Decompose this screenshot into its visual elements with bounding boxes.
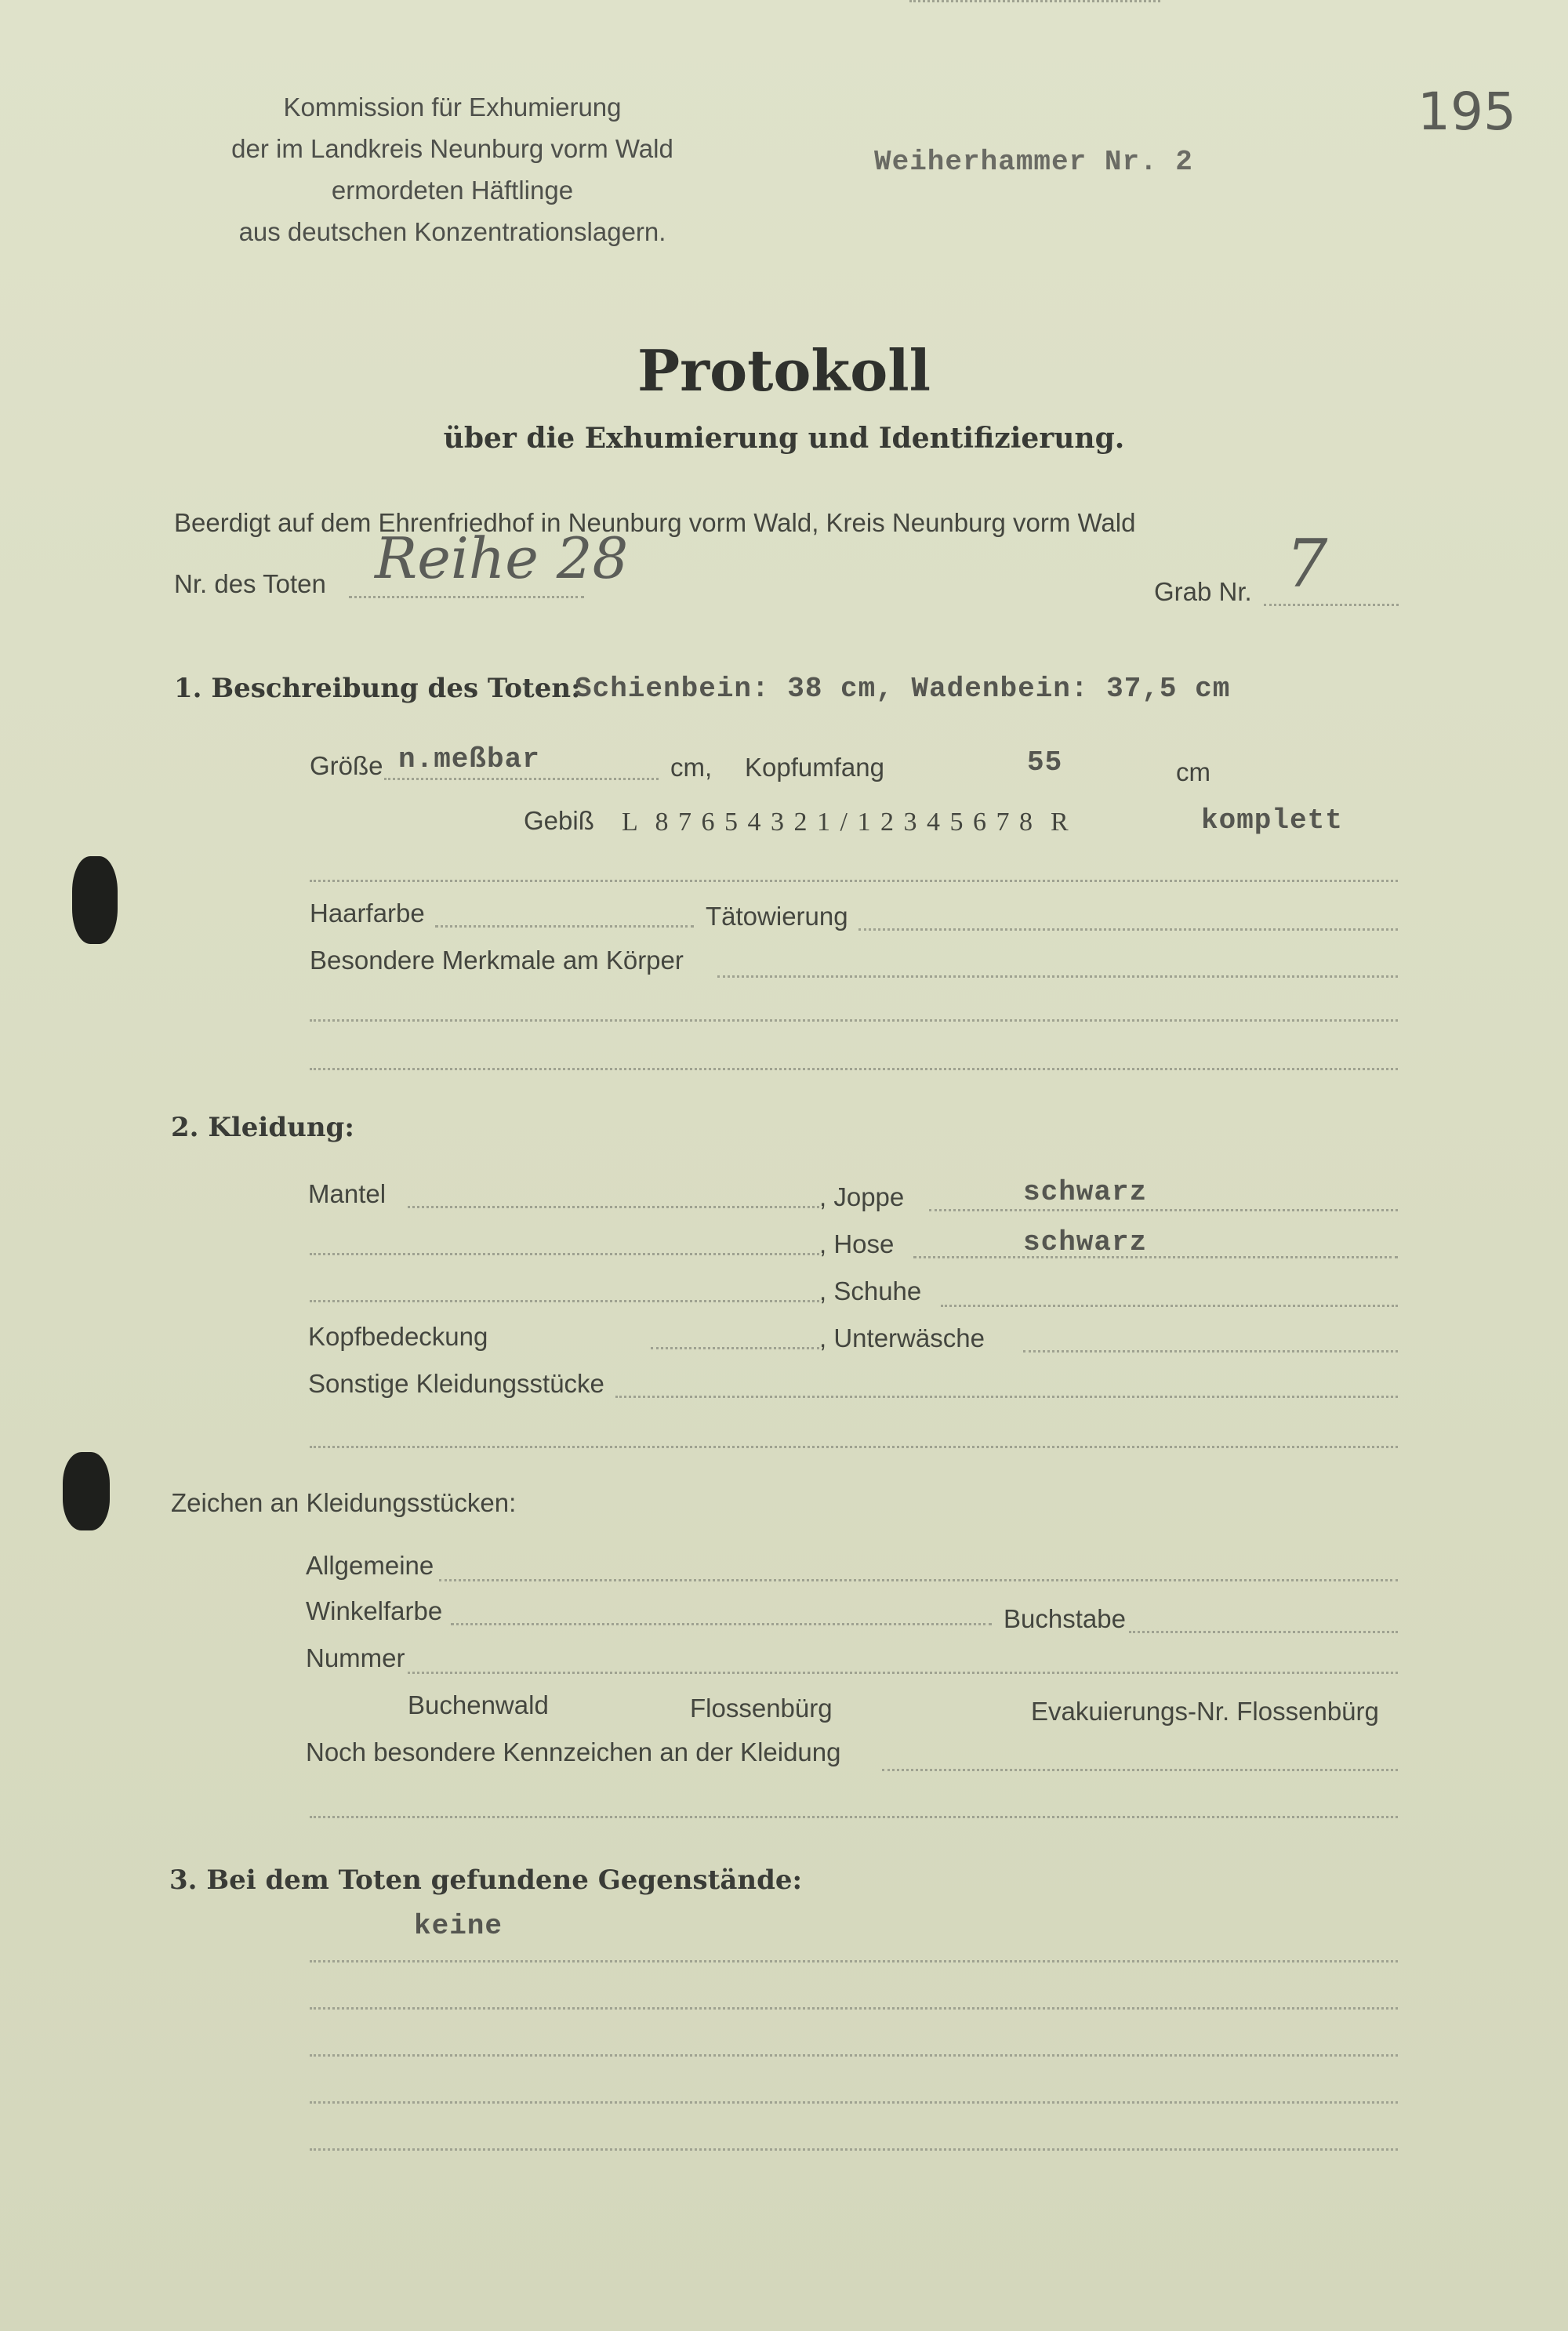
size-value: n.meßbar	[398, 743, 540, 775]
hair-color-dotline	[435, 925, 694, 928]
page-subtitle: über die Exhumierung und Identifizierung.	[443, 422, 1125, 455]
grave-number-value: 7	[1286, 525, 1328, 602]
commission-line-1: Kommission für Exhumierung	[283, 93, 622, 122]
letter-dotline	[1129, 1631, 1398, 1633]
col-flossenburg: Flossenbürg	[690, 1694, 833, 1723]
punch-hole-mark-bottom	[63, 1452, 110, 1530]
body-marks-label: Besondere Merkmale am Körper	[310, 946, 684, 975]
signs-heading: Zeichen an Kleidungsstücken:	[171, 1488, 517, 1517]
items-dotline-2	[310, 2007, 1398, 2010]
burial-line: Beerdigt auf dem Ehrenfriedhof in Neunburg vorm Wald, Kreis Neunburg vorm Wald	[174, 508, 1136, 537]
teeth-chart: L 8 7 6 5 4 3 2 1 / 1 2 3 4 5 6 7 8 R	[622, 808, 1070, 837]
headwear-label: Kopfbedeckung	[308, 1322, 488, 1351]
dead-number-label: Nr. des Toten	[174, 569, 326, 598]
grave-number-label: Grab Nr.	[1154, 577, 1252, 606]
underwear-dotline	[1023, 1350, 1398, 1352]
size-dotline	[384, 778, 659, 780]
teeth-value: komplett	[1201, 804, 1343, 837]
body-marks-dotline	[717, 975, 1398, 978]
headwear-dotline	[651, 1347, 819, 1349]
coat-dotline	[408, 1206, 819, 1208]
special-signs-dotline	[882, 1769, 1398, 1771]
trousers-value: schwarz	[1023, 1226, 1148, 1258]
grave-number-dotline	[1264, 604, 1399, 606]
page-title: Protokoll	[637, 337, 931, 404]
items-dotline-5	[310, 2148, 1398, 2151]
signs-blank-dotline	[310, 1816, 1398, 1818]
head-circumference-label: Kopfumfang	[745, 753, 884, 782]
clothing-blank-dotline	[310, 1253, 819, 1255]
triangle-color-dotline	[451, 1623, 992, 1625]
trousers-label: , Hose	[819, 1229, 895, 1258]
size-label: Größe	[310, 751, 383, 780]
head-circumference-value: 55	[1027, 746, 1063, 779]
number-label: Nummer	[306, 1643, 405, 1672]
head-circumference-unit: cm	[1176, 757, 1210, 786]
tattoo-label: Tätowierung	[706, 902, 848, 931]
col-buchenwald: Buchenwald	[408, 1690, 549, 1719]
teeth-label: Gebiß	[524, 806, 594, 835]
section2-heading: 2. Kleidung:	[171, 1112, 354, 1143]
hair-color-label: Haarfarbe	[310, 899, 425, 928]
blank-line-1	[310, 880, 1398, 882]
underwear-label: , Unterwäsche	[819, 1323, 985, 1352]
clothing-blank-dotline-2	[310, 1300, 819, 1302]
size-unit: cm,	[670, 753, 713, 782]
col-evacuation: Evakuierungs-Nr. Flossenbürg	[1031, 1697, 1379, 1726]
letter-label: Buchstabe	[1004, 1604, 1126, 1633]
triangle-color-label: Winkelfarbe	[306, 1596, 443, 1625]
jacket-label: , Joppe	[819, 1182, 905, 1211]
blank-line-3	[310, 1068, 1398, 1070]
head-circumference-dotline	[909, 0, 1160, 2]
items-dotline-3	[310, 2054, 1398, 2057]
section1-description: Schienbein: 38 cm, Wadenbein: 37,5 cm	[575, 673, 1231, 705]
trousers-dotline	[913, 1256, 1398, 1258]
clothing-blank-dotline-3	[310, 1446, 1398, 1448]
section3-value: keine	[414, 1910, 503, 1942]
shoes-dotline	[941, 1305, 1398, 1307]
section1-heading: 1. Beschreibung des Toten:	[174, 673, 581, 704]
commission-line-3: ermordeten Häftlinge	[331, 176, 574, 205]
punch-hole-mark-top	[72, 856, 118, 944]
number-dotline	[408, 1672, 1398, 1674]
shoes-label: , Schuhe	[819, 1276, 922, 1305]
dead-number-dotline	[349, 596, 584, 598]
section3-heading: 3. Bei dem Toten gefundene Gegenstände:	[169, 1864, 803, 1896]
other-clothing-label: Sonstige Kleidungsstücke	[308, 1369, 604, 1398]
other-clothing-dotline	[615, 1396, 1398, 1398]
jacket-value: schwarz	[1023, 1176, 1148, 1208]
commission-line-4: aus deutschen Konzentrationslagern.	[238, 217, 666, 246]
general-label: Allgemeine	[306, 1551, 434, 1580]
location-stamp: Weiherhammer Nr. 2	[874, 146, 1193, 178]
general-dotline	[439, 1579, 1398, 1581]
dead-number-value: Reihe 28	[375, 525, 629, 591]
commission-line-2: der im Landkreis Neunburg vorm Wald	[231, 134, 673, 163]
items-dotline-1	[310, 1960, 1398, 1962]
page-number: 195	[1417, 82, 1516, 142]
items-dotline-4	[310, 2101, 1398, 2104]
special-signs-label: Noch besondere Kennzeichen an der Kleidung	[306, 1737, 841, 1766]
blank-line-2	[310, 1019, 1398, 1022]
coat-label: Mantel	[308, 1179, 387, 1208]
jacket-dotline	[929, 1209, 1398, 1211]
tattoo-dotline	[858, 928, 1398, 931]
